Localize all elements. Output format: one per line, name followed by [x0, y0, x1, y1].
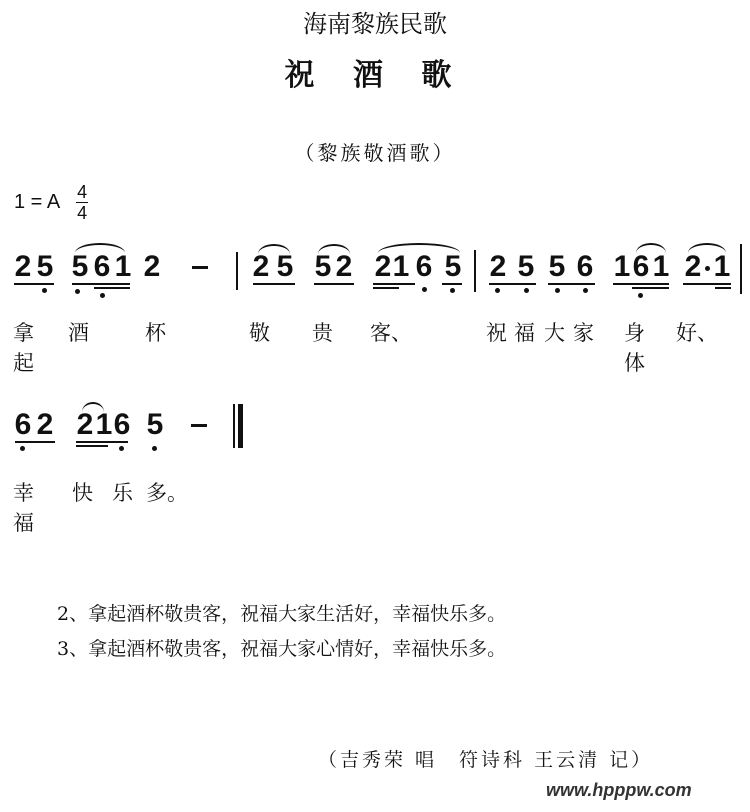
lyric: 多。 [146, 481, 188, 505]
note: 2 [335, 250, 353, 283]
note: 5 [314, 250, 332, 283]
note: 5 [276, 250, 294, 283]
lyric: 客、 [370, 321, 412, 345]
note: 5 [444, 250, 462, 283]
note: 2 [143, 250, 161, 283]
note: 2 [374, 250, 392, 283]
underline-2 [76, 445, 108, 447]
lyric: 家 [573, 321, 594, 345]
note: 6 [14, 408, 32, 441]
lyric: 祝 [486, 321, 507, 345]
note: 6 [93, 250, 111, 283]
note: 6 [576, 250, 594, 283]
verse-3: 3、拿起酒杯敬贵客，祝福大家心情好，幸福快乐多。 [57, 638, 507, 660]
watermark: www.hpppw.com [546, 780, 692, 800]
lyric: 身体 [624, 321, 645, 375]
note: 1 [652, 250, 670, 283]
note: 1 [713, 250, 731, 283]
note: 2 [36, 408, 54, 441]
lyric: 福 [514, 321, 535, 345]
song-category: 海南黎族民歌 [303, 10, 447, 38]
low-octave-dot [152, 446, 157, 451]
note: 5 [36, 250, 54, 283]
slur [82, 402, 104, 412]
sustain-dash [191, 424, 207, 427]
note: 6 [632, 250, 650, 283]
lyric: 好、 [676, 321, 718, 345]
credits: （吉秀荣 唱 符诗科 王云清 记） [318, 749, 654, 771]
note: 5 [517, 250, 535, 283]
song-subtitle: （黎族敬酒歌） [294, 141, 456, 165]
final-barline-thick [238, 404, 243, 448]
note: 5 [146, 408, 164, 441]
time-numerator: 4 [77, 182, 88, 202]
lyric: 大 [544, 321, 565, 345]
note: 1 [95, 408, 113, 441]
lyric: 酒 [68, 321, 89, 345]
underline [76, 441, 128, 443]
verse-2: 2、拿起酒杯敬贵客，祝福大家生活好，幸福快乐多。 [57, 603, 507, 625]
underline [15, 441, 55, 443]
note: 6 [415, 250, 433, 283]
note: 1 [392, 250, 410, 283]
key-label: 1 = A [14, 191, 61, 213]
note: 1 [114, 250, 132, 283]
lyric: 敬 [249, 321, 270, 345]
note: 6 [113, 408, 131, 441]
note: 2 [684, 250, 702, 283]
note: 5 [548, 250, 566, 283]
note: 2 [76, 408, 94, 441]
note: 2 [489, 250, 507, 283]
lyric: 乐 [112, 481, 133, 505]
note: 1 [613, 250, 631, 283]
final-barline-thin [233, 404, 235, 448]
lyric: 杯 [145, 321, 166, 345]
note: 2 [252, 250, 270, 283]
song-title: 祝 酒 歌 [284, 58, 466, 93]
lyric: 快 [72, 481, 93, 505]
note: 2 [14, 250, 32, 283]
note: 5 [71, 250, 89, 283]
lyric: 幸福 [13, 481, 34, 535]
low-octave-dot [20, 446, 25, 451]
time-denominator: 4 [77, 203, 88, 223]
lyric: 贵 [312, 321, 333, 345]
lyric: 拿起 [13, 321, 34, 375]
low-octave-dot [119, 446, 124, 451]
